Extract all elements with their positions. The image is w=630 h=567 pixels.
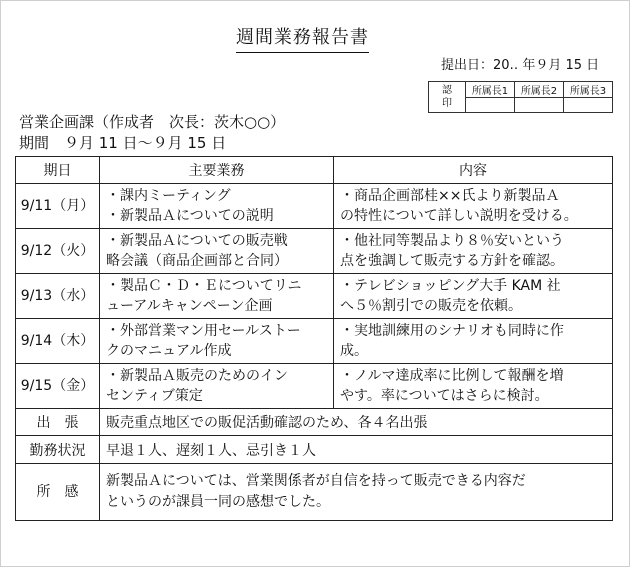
row-content-line: ・実地訓練用のシナリオも同時に作 — [340, 323, 564, 339]
row-content-line: の特性について詳しい説明を受ける。 — [340, 208, 578, 224]
row-work — [100, 319, 334, 364]
impressions-line: 新製品Ａについては、営業関係者が自信を持って販売できる内容だ — [106, 473, 526, 489]
period-line: 期間 ９月 11 日〜９月 15 日 — [19, 134, 227, 152]
stamp-cell-1 — [466, 98, 515, 113]
row-date: 9/13（水） — [16, 274, 100, 319]
row-content-line: ・ノルマ達成率に比例して報酬を増 — [340, 368, 564, 384]
header-work: 主要業務 — [100, 157, 334, 184]
stamp-cell-2 — [515, 98, 564, 113]
row-content — [334, 229, 613, 274]
row-work-line: ・外部営業マン用セールストー — [106, 323, 301, 339]
row-content — [334, 364, 613, 409]
row-work — [100, 184, 334, 229]
row-content-line: ・他社同等製品より８％安いという — [340, 233, 564, 249]
row-work-line: クのマニュアル作成 — [106, 343, 232, 359]
row-work-line: ・新製品Ａ販売のためのイン — [106, 368, 288, 384]
header-date: 期日 — [16, 157, 100, 184]
table-row — [16, 184, 613, 229]
row-work-line: 略会議（商品企画部と合同） — [106, 253, 288, 269]
business-trip-label: 出 張 — [16, 409, 100, 436]
row-work-line: ューアルキャンペーン企画 — [106, 298, 273, 314]
row-date: 9/15（金） — [16, 364, 100, 409]
row-content-line: ・テレビショッピング大手 KAM 社 — [340, 278, 561, 294]
page-title: 週間業務報告書 — [236, 23, 369, 53]
impressions-label: 所 感 — [16, 464, 100, 521]
table-row — [16, 319, 613, 364]
row-date: 9/11（月） — [16, 184, 100, 229]
header-content: 内容 — [334, 157, 613, 184]
report-table — [15, 156, 613, 521]
attendance-row — [16, 436, 613, 464]
row-content-line: 点を強調して販売する方針を確認。 — [340, 253, 564, 269]
stamp-cell-3 — [564, 98, 613, 113]
table-row — [16, 274, 613, 319]
row-work-line: ・製品Ｃ・Ｄ・Ｅについてリニ — [106, 278, 302, 294]
impressions-line: というのが課員一同の感想でした。 — [106, 494, 330, 510]
row-content — [334, 319, 613, 364]
table-row — [16, 364, 613, 409]
row-content-line: ・商品企画部桂××氏より新製品Ａ — [340, 188, 560, 204]
table-row — [16, 229, 613, 274]
approval-stamp-box — [428, 81, 613, 113]
row-content-line: やす。率についてはさらに検討。 — [340, 388, 549, 404]
business-trip-row — [16, 409, 613, 436]
row-content-line: へ５％割引での販売を依頼。 — [340, 298, 522, 314]
stamp-label-top: 認 — [442, 85, 452, 96]
attendance-label: 勤務状況 — [16, 436, 100, 464]
impressions-text — [100, 464, 613, 521]
stamp-label — [429, 82, 466, 113]
row-content — [334, 274, 613, 319]
department-line: 営業企画課（作成者 次長：茨木○○） — [19, 113, 286, 131]
row-date: 9/14（木） — [16, 319, 100, 364]
stamp-label-bottom: 印 — [442, 98, 452, 109]
row-work — [100, 364, 334, 409]
stamp-header-1: 所属長1 — [466, 82, 515, 98]
stamp-header-2: 所属長2 — [515, 82, 564, 98]
row-work-line: ・課内ミーティング — [106, 188, 231, 204]
stamp-header-3: 所属長3 — [564, 82, 613, 98]
attendance-text: 早退１人、遅刻１人、忌引き１人 — [100, 436, 613, 464]
row-work — [100, 229, 334, 274]
submit-date: 提出日：20‥ 年９月 15 日 — [441, 58, 600, 73]
row-work-line: ・新製品Ａについての販売戦 — [106, 233, 288, 249]
business-trip-text: 販売重点地区での販促活動確認のため、各４名出張 — [100, 409, 613, 436]
row-work-line: ・新製品Ａについての説明 — [106, 208, 274, 224]
impressions-row — [16, 464, 613, 521]
row-content — [334, 184, 613, 229]
row-work-line: センティブ策定 — [106, 388, 203, 404]
row-work — [100, 274, 334, 319]
table-header-row — [16, 157, 613, 184]
row-date: 9/12（火） — [16, 229, 100, 274]
row-content-line: 成。 — [340, 343, 368, 359]
